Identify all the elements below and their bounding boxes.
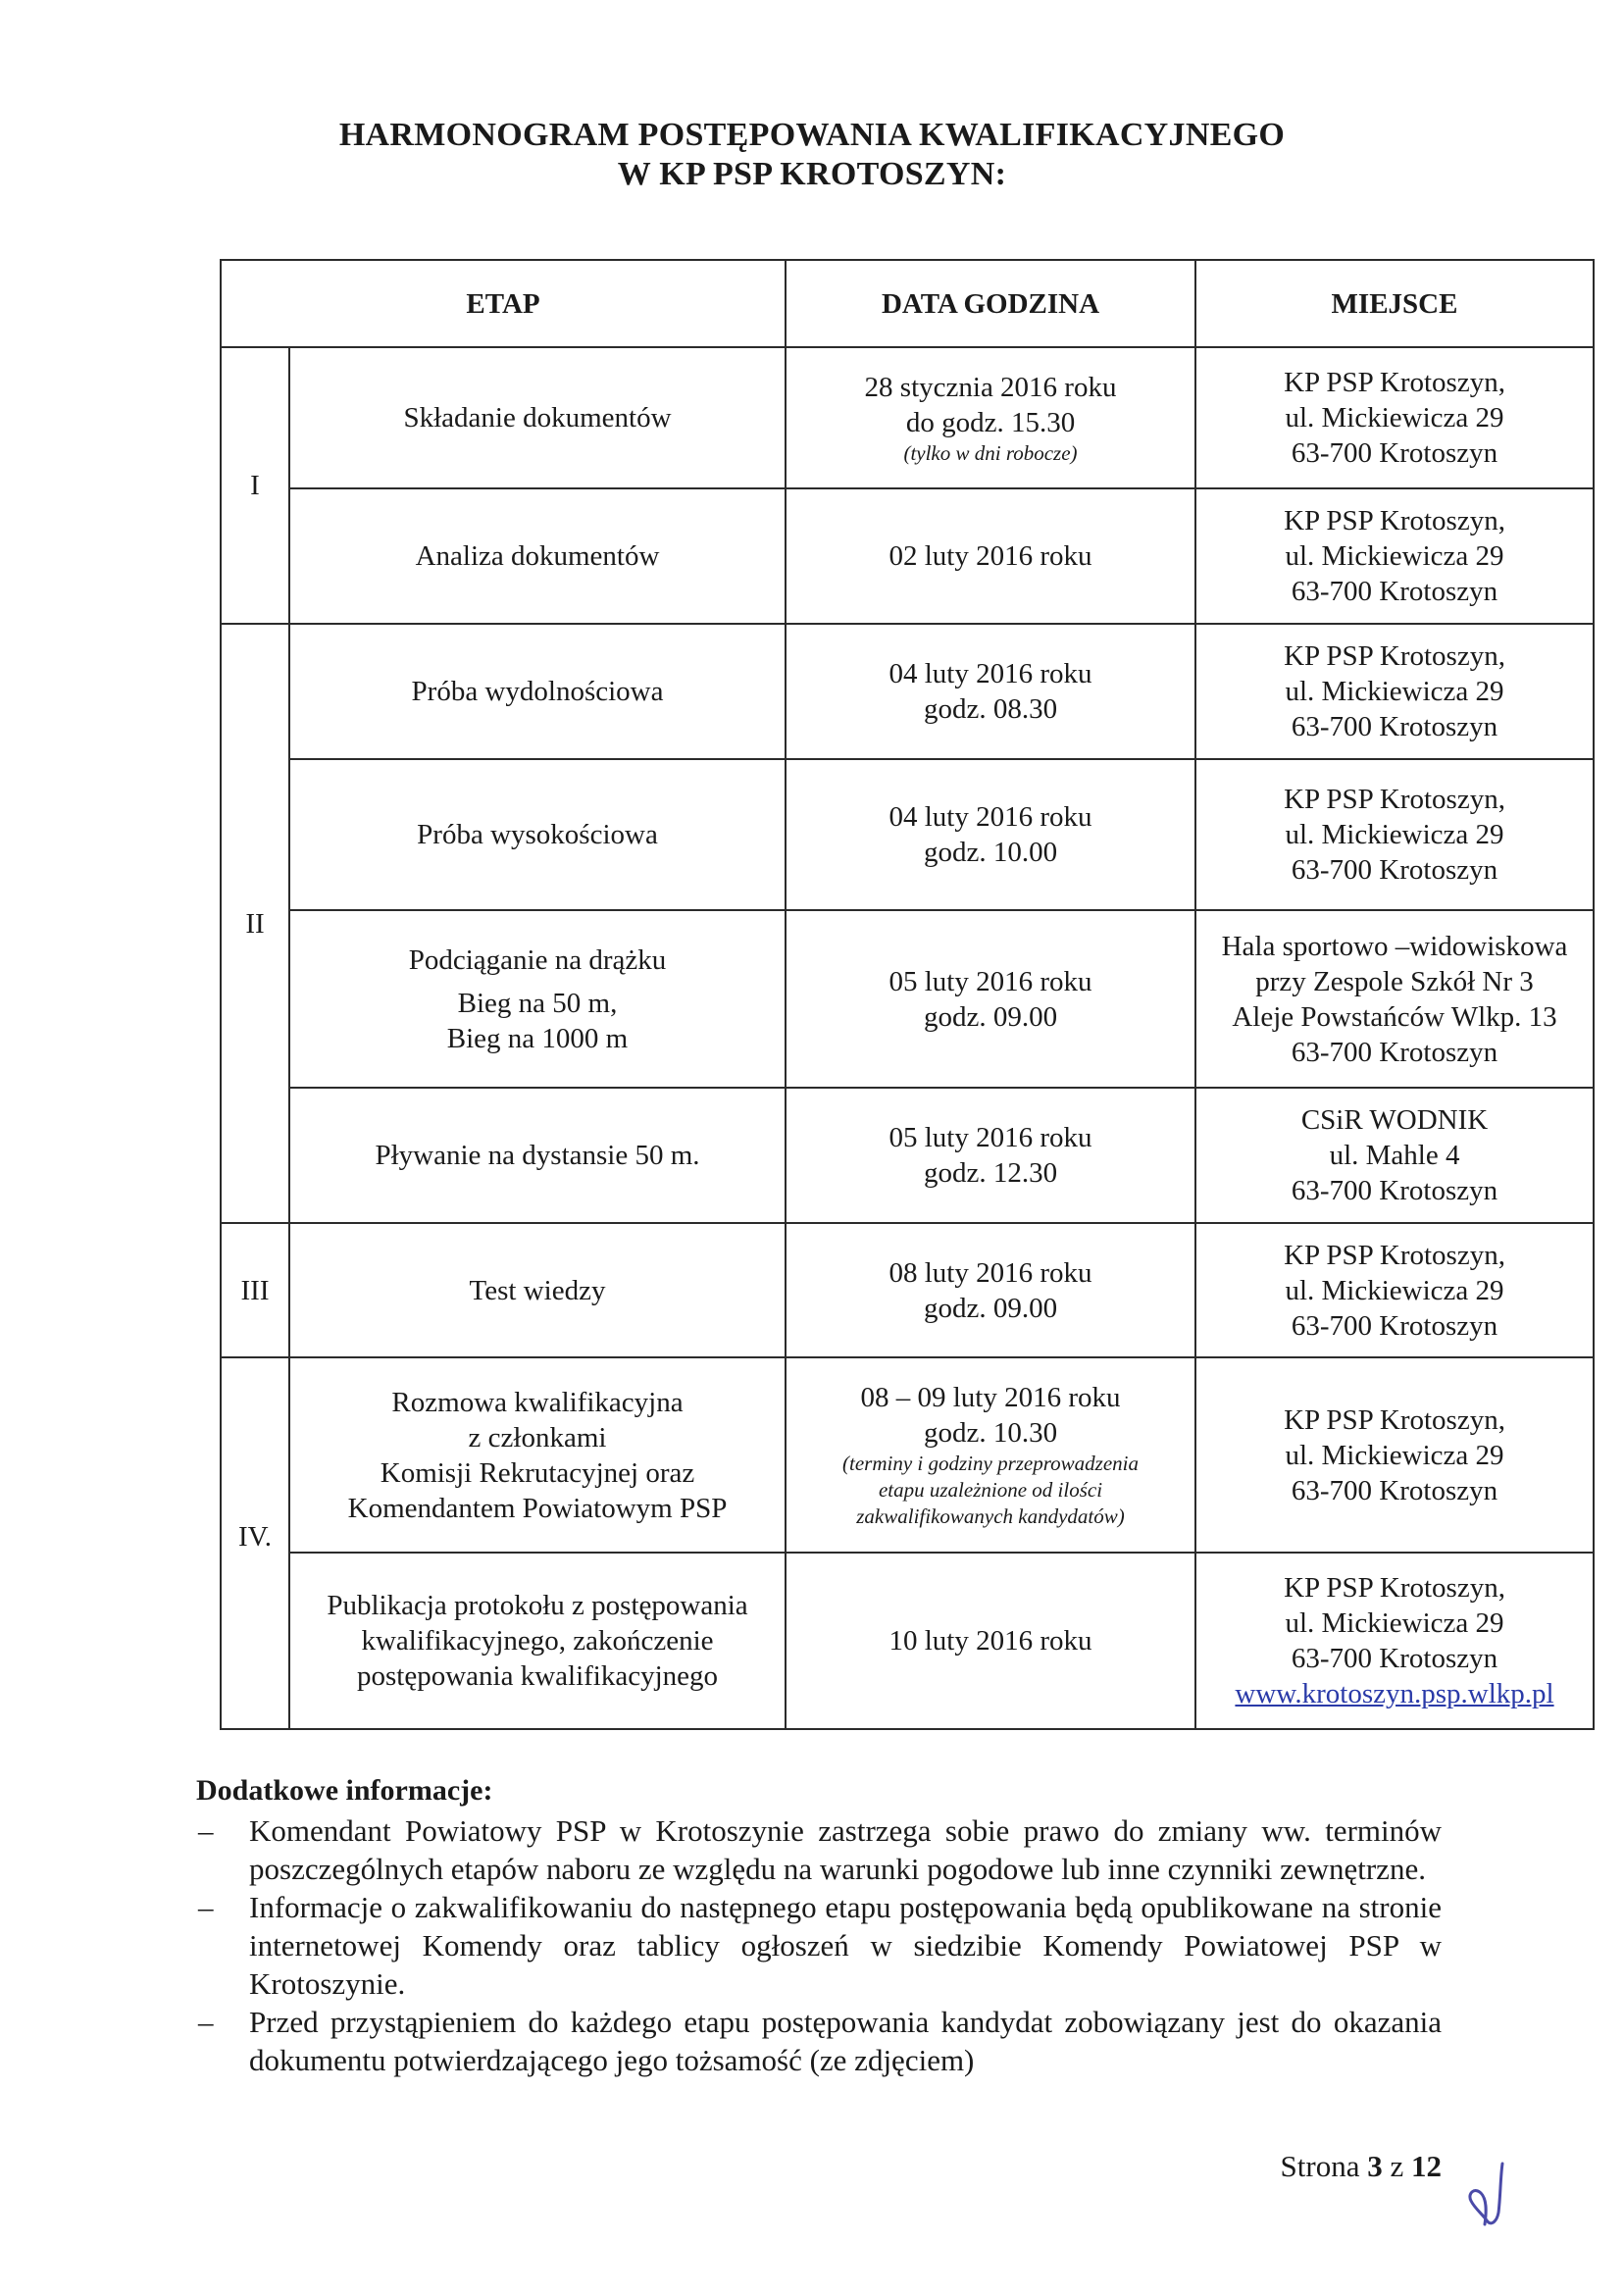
additional-info-heading: Dodatkowe informacje: [196,1774,493,1807]
date-note: (terminy i godziny przeprowadzenia [842,1452,1139,1475]
date-cell: 05 luty 2016 roku godz. 09.00 [786,910,1195,1088]
additional-info [196,1771,1442,2079]
etap-cell: Podciąganie na drążku Bieg na 50 m, Bieg na 1000 m [289,910,786,1088]
place-cell: KP PSP Krotoszyn, ul. Mickiewicza 29 63-700 Krotoszyn [1195,759,1594,910]
date-cell: 02 luty 2016 roku [786,488,1195,624]
date-cell: 08 luty 2016 roku godz. 09.00 [786,1223,1195,1357]
header-etap: ETAP [221,260,786,347]
date-cell: 05 luty 2016 roku godz. 12.30 [786,1088,1195,1223]
date-cell: 10 luty 2016 roku [786,1553,1195,1729]
table-header-row [221,260,1594,347]
document-title-line2: W KP PSP KROTOSZYN: [617,156,1007,192]
table-row [221,910,1594,1088]
stage-numeral: III [221,1223,289,1357]
date-cell: 28 stycznia 2016 roku do godz. 15.30 (tylko w dni robocze) [786,347,1195,488]
date-note: (tylko w dni robocze) [903,440,1078,465]
table-row [221,1553,1594,1729]
place-cell: CSiR WODNIK ul. Mahle 4 63-700 Krotoszyn [1195,1088,1594,1223]
date-cell: 08 – 09 luty 2016 roku godz. 10.30 (terminy i godziny przeprowadzenia etapu uzależnione od ilości zakwalifikowanych kandydatów) [786,1357,1195,1553]
etap-cell: Próba wysokościowa [289,759,786,910]
place-cell: KP PSP Krotoszyn, ul. Mickiewicza 29 63-700 Krotoszyn [1195,1357,1594,1553]
stage-numeral: I [221,347,289,624]
dash-bullet-icon: – [198,1890,214,1924]
table-row [221,1357,1594,1553]
website-link[interactable]: www.krotoszyn.psp.wlkp.pl [1235,1678,1554,1709]
place-cell: Hala sportowo –widowiskowa przy Zespole Szkół Nr 3 Aleje Powstańców Wlkp. 13 63-700 Krotoszyn [1195,910,1594,1088]
info-bullet: – Informacje o zakwalifikowaniu do następnego etapu postępowania będą opublikowane na stronie internetowej Komendy oraz tablicy ogłoszeń w siedzibie Komendy Powiatowej PSP w Krotoszynie. [198,1890,1442,2001]
table-row [221,347,1594,488]
table-row [221,1223,1594,1357]
place-cell: KP PSP Krotoszyn, ul. Mickiewicza 29 63-700 Krotoszyn [1195,1223,1594,1357]
stage-numeral: IV. [221,1357,289,1729]
info-bullet: – Komendant Powiatowy PSP w Krotoszynie zastrzega sobie prawo do zmiany ww. terminów poszczególnych etapów naboru ze względu na warunki pogodowe lub inne czynniki zewnętrzne. [198,1813,1442,1886]
date-note: etapu uzależnione od ilości [878,1478,1103,1502]
table-row [221,624,1594,759]
place-cell: KP PSP Krotoszyn, ul. Mickiewicza 29 63-700 Krotoszyn [1195,347,1594,488]
signature-icon [1461,2158,1520,2236]
date-cell: 04 luty 2016 roku godz. 08.30 [786,624,1195,759]
etap-cell: Składanie dokumentów [289,347,786,488]
place-cell: KP PSP Krotoszyn, ul. Mickiewicza 29 63-700 Krotoszyn www.krotoszyn.psp.wlkp.pl [1195,1553,1594,1729]
schedule-table [220,259,1595,1730]
etap-cell: Publikacja protokołu z postępowania kwalifikacyjnego, zakończenie postępowania kwalifikacyjnego [289,1553,786,1729]
document-title-line1: HARMONOGRAM POSTĘPOWANIA KWALIFIKACYJNEGO [338,117,1286,153]
place-cell: KP PSP Krotoszyn, ul. Mickiewicza 29 63-700 Krotoszyn [1195,488,1594,624]
etap-cell: Test wiedzy [289,1223,786,1357]
dash-bullet-icon: – [198,2005,214,2039]
page-number: Strona 3 z 12 [1280,2149,1442,2183]
header-data-godzina: DATA GODZINA [786,260,1195,347]
place-cell: KP PSP Krotoszyn, ul. Mickiewicza 29 63-700 Krotoszyn [1195,624,1594,759]
etap-cell: Próba wydolnościowa [289,624,786,759]
etap-cell: Rozmowa kwalifikacyjna z członkami Komisji Rekrutacyjnej oraz Komendantem Powiatowym PSP [289,1357,786,1553]
info-bullet: – Przed przystąpieniem do każdego etapu postępowania kandydat zobowiązany jest do okazania dokumentu potwierdzającego jego tożsamość (ze zdjęciem) [198,2005,1442,2077]
date-note: zakwalifikowanych kandydatów) [856,1504,1125,1528]
etap-cell: Analiza dokumentów [289,488,786,624]
table-row [221,759,1594,910]
date-cell: 04 luty 2016 roku godz. 10.00 [786,759,1195,910]
table-row [221,488,1594,624]
header-miejsce: MIEJSCE [1195,260,1594,347]
dash-bullet-icon: – [198,1813,214,1848]
table-row [221,1088,1594,1223]
stage-numeral: II [221,624,289,1223]
etap-cell: Pływanie na dystansie 50 m. [289,1088,786,1223]
